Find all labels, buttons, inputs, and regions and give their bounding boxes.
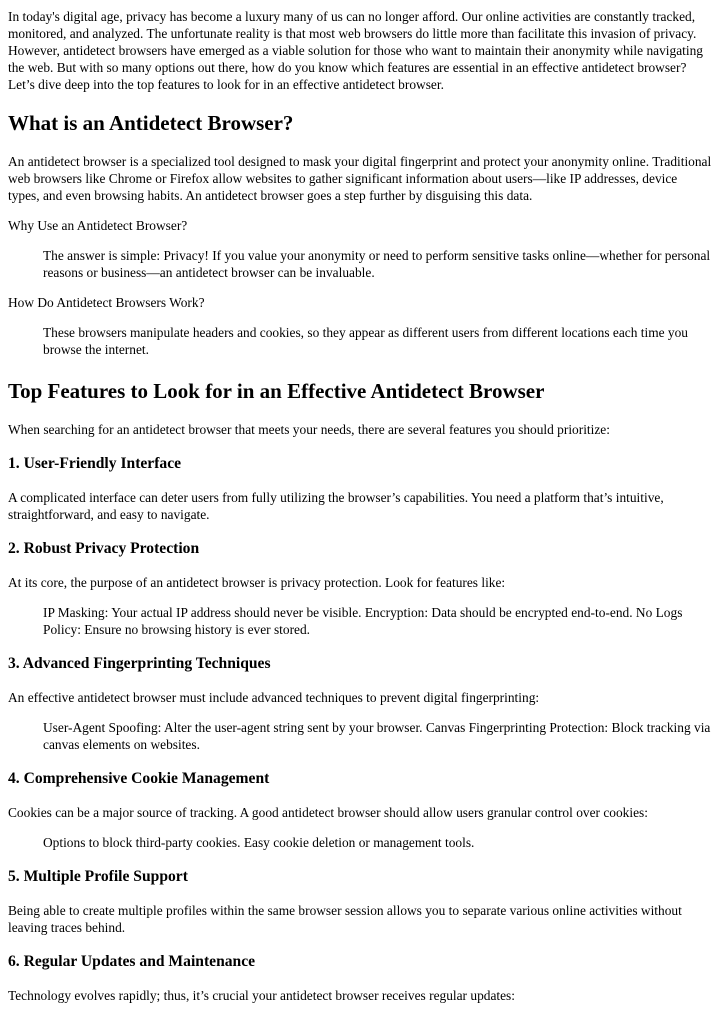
feature-text-privacy: At its core, the purpose of an antidetect browser is privacy protection. Look for features like: [8,575,506,590]
feature-text-updates: Technology evolves rapidly; thus, it’s crucial your antidetect browser receives regular updates: [8,988,515,1003]
feature-heading-updates: 6. Regular Updates and Maintenance [8,953,256,970]
intro-paragraph: In today's digital age, privacy has become a luxury many of us can no longer afford. Our online activities are constantly tracked, monitored, and analyzed. The unfortunate reality is that most web browsers do little more than facilitate this invasion of privacy. However, antidetect browsers have emerged as a viable solution for those who want to maintain their anonymity while navigating the web. But with so many options out there, how do you know which features are essential in an effective antidetect browser? Let’s dive deep into the top features to look for in an effective antidetect browser. [8,9,703,92]
feature-quote-cookies: Options to block third-party cookies. Easy cookie deletion or management tools. [43,835,475,850]
definition-paragraph: An antidetect browser is a specialized tool designed to mask your digital fingerprint and protect your anonymity online. Traditional web browsers like Chrome or Firefox allow websites to gather significant information about users—like IP addresses, device types, and even browsing habits. An antidetect browser goes a step further by disguising this data. [8,154,712,203]
features-intro-paragraph: When searching for an antidetect browser that meets your needs, there are several features you should prioritize: [8,422,610,437]
feature-heading-cookies: 4. Comprehensive Cookie Management [8,770,270,787]
feature-heading-profiles: 5. Multiple Profile Support [8,868,188,885]
feature-text-fingerprinting: An effective antidetect browser must include advanced techniques to prevent digital fingerprinting: [8,690,540,705]
section-heading-top-features: Top Features to Look for in an Effective Antidetect Browser [8,379,545,403]
feature-text-cookies: Cookies can be a major source of tracking. A good antidetect browser should allow users granular control over cookies: [8,805,648,820]
feature-heading-privacy: 2. Robust Privacy Protection [8,540,200,557]
feature-text-profiles: Being able to create multiple profiles within the same browser session allows you to separate various online activities without leaving traces behind. [8,903,682,935]
answer-how-work: These browsers manipulate headers and cookies, so they appear as different users from different locations each time you browse the internet. [43,325,689,357]
feature-heading-user-friendly: 1. User-Friendly Interface [8,455,182,472]
feature-heading-fingerprinting: 3. Advanced Fingerprinting Techniques [8,655,271,672]
question-how-work: How Do Antidetect Browsers Work? [8,295,205,310]
feature-text-user-friendly: A complicated interface can deter users from fully utilizing the browser’s capabilities. You need a platform that’s intuitive, straightforward, and easy to navigate. [8,490,664,522]
feature-quote-fingerprinting: User-Agent Spoofing: Alter the user-agent string sent by your browser. Canvas Fingerprinting Protection: Block tracking via canvas elements on websites. [43,720,711,752]
section-heading-what-is: What is an Antidetect Browser? [8,111,294,135]
feature-quote-privacy: IP Masking: Your actual IP address should never be visible. Encryption: Data should be encrypted end-to-end. No Logs Policy: Ensure no browsing history is ever stored. [43,605,683,637]
answer-why-use: The answer is simple: Privacy! If you value your anonymity or need to perform sensitive tasks online—whether for personal reasons or business—an antidetect browser can be invaluable. [43,248,711,280]
question-why-use: Why Use an Antidetect Browser? [8,218,188,233]
